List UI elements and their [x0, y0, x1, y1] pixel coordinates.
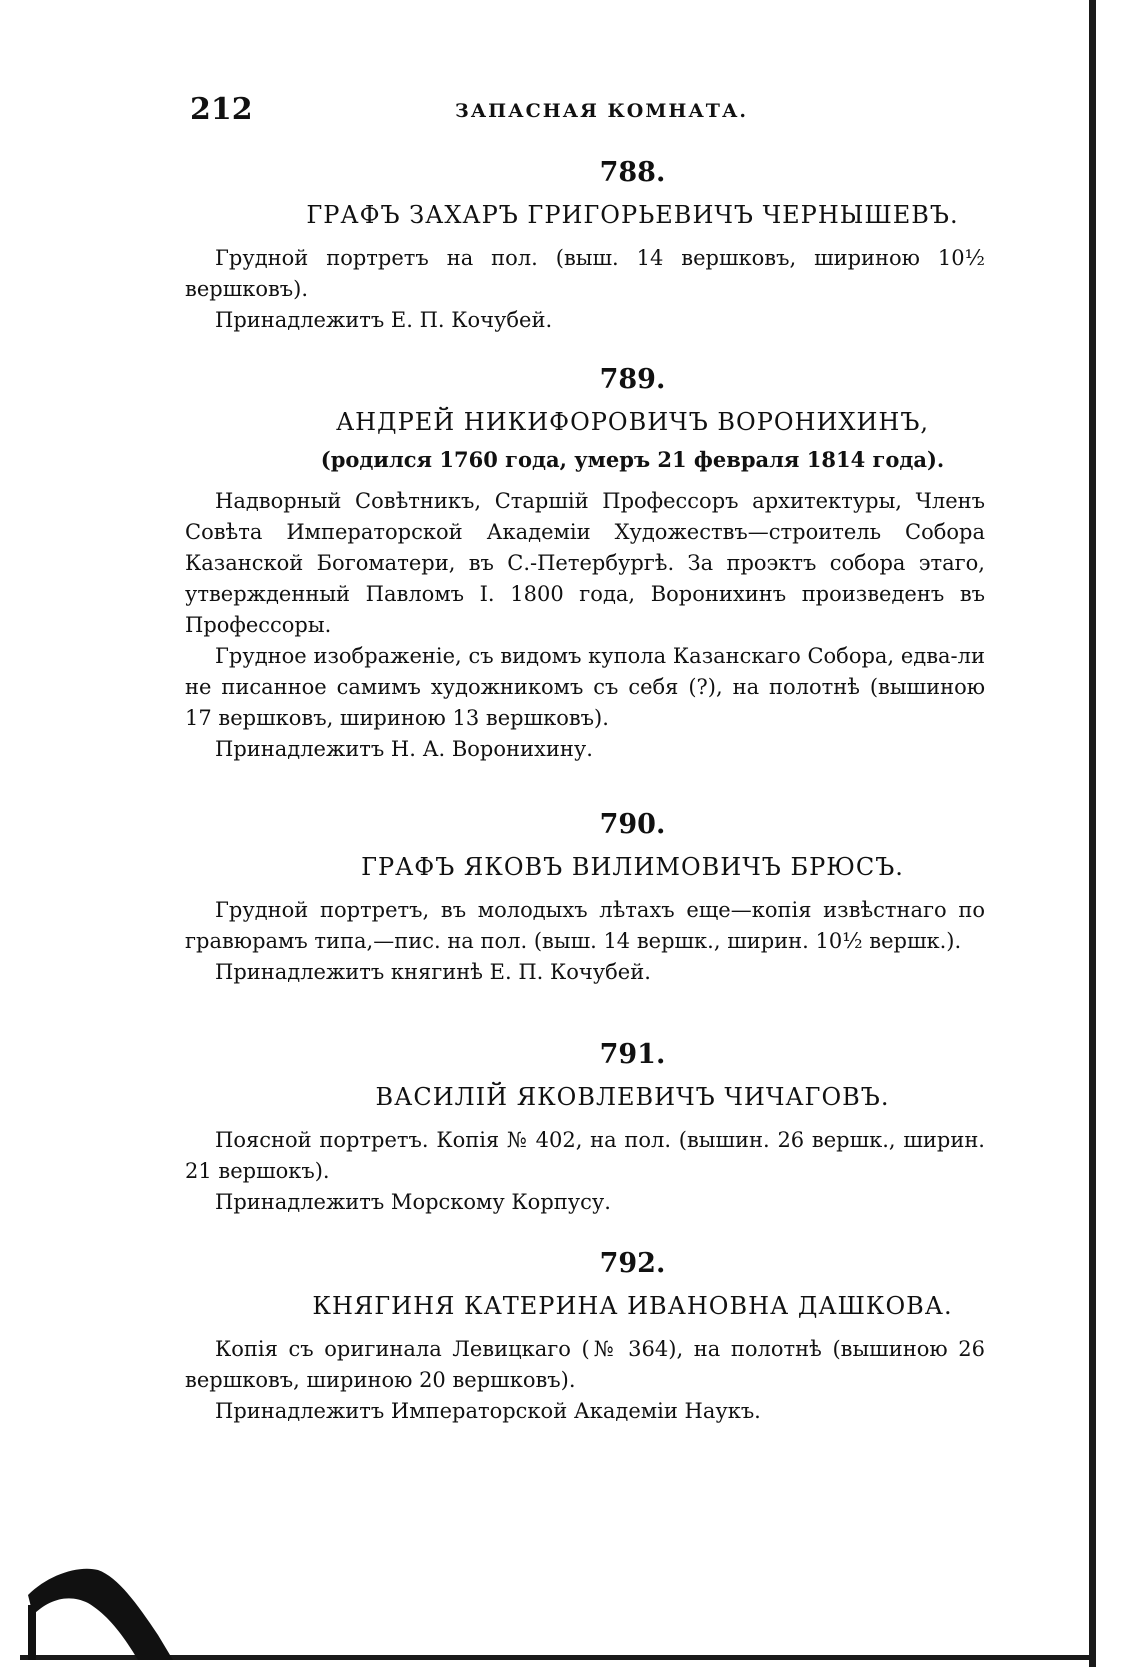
entry-paragraph: Копія съ оригинала Левицкаго (№ 364), на полотнѣ (вышиною 26 вершковъ, шириною 20 вершковъ).	[185, 1337, 985, 1392]
entry-name: ВАСИЛІЙ ЯКОВЛЕВИЧЪ ЧИЧАГОВЪ.	[375, 1083, 890, 1111]
catalog-entry-789	[185, 362, 985, 765]
running-title: ЗАПАСНАЯ КОМНАТА.	[455, 100, 749, 122]
page-number: 212	[190, 92, 253, 127]
corner-ink-mark	[28, 1555, 178, 1660]
catalog-entry-792	[185, 1246, 985, 1427]
page-edge-bottom	[20, 1655, 1096, 1660]
entry-paragraph: Надворный Совѣтникъ, Старшій Профессоръ архитектуры, Членъ Совѣта Императорской Академіи Художествъ—строитель Собора Казанской Богоматери, въ С.-Петербургѣ. За проэктъ собора этаго, утвержденный Павломъ I. 1800 года, Воронихинъ произведенъ въ Профессоры.	[185, 489, 985, 637]
entry-number: 792.	[599, 1248, 666, 1279]
entry-paragraph: Грудное изображеніе, съ видомъ купола Казанскаго Собора, едва-ли не писанное самимъ художникомъ съ себя (?), на полотнѣ (вышиною 17 вершковъ, шириною 13 вершковъ).	[185, 644, 985, 730]
page-header	[190, 92, 990, 132]
entry-description	[185, 1125, 985, 1218]
catalog-entry-790	[185, 807, 985, 988]
entry-description	[185, 1334, 985, 1427]
entry-name: ГРАФЪ ЯКОВЪ ВИЛИМОВИЧЪ БРЮСЪ.	[361, 853, 904, 881]
catalog-entry-791	[185, 1037, 985, 1218]
entry-name: АНДРЕЙ НИКИФОРОВИЧЪ ВОРОНИХИНЪ,	[335, 408, 930, 436]
entry-name: ГРАФЪ ЗАХАРЪ ГРИГОРЬЕВИЧЪ ЧЕРНЫШЕВЪ.	[306, 201, 959, 229]
page-edge-right	[1089, 0, 1096, 1667]
entry-description	[185, 895, 985, 988]
catalog-entry-788	[185, 155, 985, 336]
entry-paragraph: Грудной портретъ, въ молодыхъ лѣтахъ еще—копія извѣстнаго по гравюрамъ типа,—пис. на пол. (выш. 14 вершк., ширин. 10½ вершк.).	[185, 898, 985, 953]
entry-number: 790.	[599, 809, 666, 840]
entry-ownership: Принадлежитъ Н. А. Воронихину.	[215, 737, 593, 761]
entry-number: 791.	[599, 1039, 666, 1070]
entry-number: 789.	[599, 364, 666, 395]
entry-number: 788.	[599, 157, 666, 188]
entry-description	[185, 243, 985, 336]
entry-ownership: Принадлежитъ княгинѣ Е. П. Кочубей.	[215, 960, 651, 984]
entry-dates: (родился 1760 года, умеръ 21 февраля 1814 года).	[320, 447, 945, 472]
entry-description	[185, 486, 985, 765]
entry-paragraph: Поясной портретъ. Копія № 402, на пол. (вышин. 26 вершк., ширин. 21 вершокъ).	[185, 1128, 985, 1183]
entry-ownership: Принадлежитъ Морскому Корпусу.	[215, 1190, 611, 1214]
entry-name: КНЯГИНЯ КАТЕРИНА ИВАНОВНА ДАШКОВА.	[312, 1292, 953, 1320]
entry-ownership: Принадлежитъ Е. П. Кочубей.	[215, 308, 553, 332]
entry-ownership: Принадлежитъ Императорской Академіи Наукъ.	[215, 1399, 761, 1423]
entry-paragraph: Грудной портретъ на пол. (выш. 14 вершковъ, шириною 10½ вершковъ).	[185, 246, 985, 301]
